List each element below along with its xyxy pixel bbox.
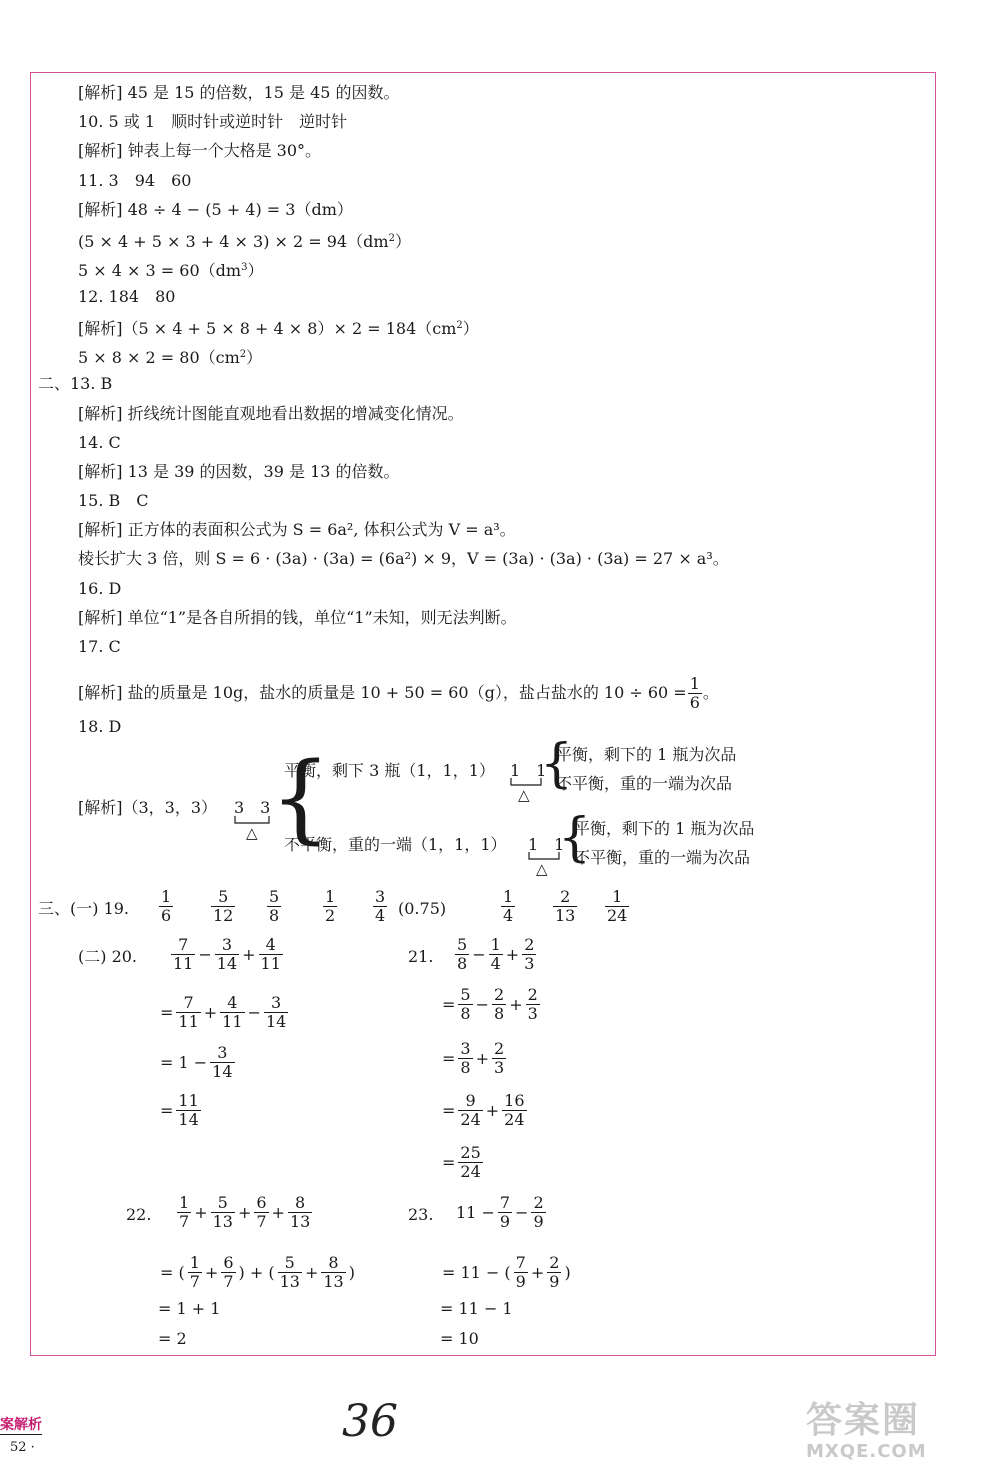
numerator: 7: [515, 1253, 526, 1272]
q22-line: [158, 1254, 357, 1291]
denominator: 3: [527, 1004, 538, 1023]
line-text: [解析] 正方体的表面积公式为 S = 6a², 体积公式为 V = a³。: [78, 520, 516, 539]
q23-line: [454, 1194, 547, 1231]
denominator: 14: [216, 954, 238, 973]
q23-label: 23.: [408, 1205, 434, 1224]
superscript: 2: [239, 349, 247, 360]
fraction: [321, 1254, 345, 1291]
fraction: [176, 1092, 200, 1129]
fraction: [605, 888, 629, 925]
operator: ) + (: [238, 1262, 275, 1282]
numerator: 8: [321, 1254, 345, 1273]
answer-line: [78, 636, 121, 658]
superscript: 3: [241, 262, 248, 273]
numerator: 25: [460, 1143, 481, 1162]
fraction: [211, 888, 235, 925]
denominator: 14: [212, 1062, 233, 1081]
denominator: 13: [289, 1212, 311, 1231]
numerator: 9: [458, 1092, 482, 1111]
numerator: 7: [176, 994, 200, 1013]
line-text: 5 × 4 × 3 = 60（dm: [78, 261, 242, 280]
fraction: [264, 994, 288, 1031]
answer-line: [78, 519, 516, 541]
numerator: 5: [278, 1254, 302, 1273]
q20-line: [170, 936, 284, 973]
numerator: 1: [605, 888, 629, 907]
answer-line: [78, 403, 464, 425]
fraction: [221, 1254, 235, 1291]
fraction: [211, 1194, 235, 1231]
answer-line: [38, 373, 112, 395]
q23-line: = 11 − 1: [440, 1299, 513, 1318]
q21-line: [440, 1144, 484, 1181]
top-brace: {: [540, 734, 574, 794]
numerator: 16: [504, 1091, 525, 1110]
line-text: [解析] 单位“1”是各自所捐的钱，单位“1”未知，则无法判断。: [78, 608, 517, 627]
denominator: 11: [260, 954, 281, 973]
page-number: 52 ·: [10, 1440, 35, 1455]
operator: +: [203, 1002, 218, 1022]
fraction: [547, 1254, 561, 1291]
line-text: 12. 184 80: [78, 287, 176, 306]
line-text: [解析]（5 × 4 + 5 × 8 + 4 × 8）× 2 = 184（cm: [78, 319, 457, 338]
numerator: 4: [259, 936, 283, 955]
numerator: 1: [179, 1193, 190, 1212]
denominator: 3: [494, 1058, 505, 1077]
fraction: [531, 1194, 545, 1231]
denominator: 9: [549, 1272, 560, 1291]
line-text: [解析] 钟表上每一个大格是 30°。: [78, 141, 322, 160]
numerator: 2: [549, 1253, 560, 1272]
numerator: 1: [490, 935, 501, 954]
line-tail: ）: [462, 319, 479, 338]
watermark-logo: [806, 1392, 927, 1462]
numerator: 5: [460, 985, 471, 1004]
balance-triangle-bottom-icon: △: [536, 860, 548, 878]
operator: +: [475, 1048, 489, 1068]
denominator: 24: [607, 906, 628, 925]
line-text: (5 × 4 + 5 × 3 + 4 × 3) × 2 = 94（dm: [78, 232, 389, 251]
denominator: 3: [524, 954, 535, 973]
line-text: 16. D: [78, 579, 122, 598]
operator: +: [304, 1262, 319, 1282]
q20-label: (二) 20.: [78, 947, 138, 966]
operator: −: [475, 994, 489, 1014]
q21-line: [454, 936, 537, 973]
superscript: 2: [456, 320, 463, 331]
line-text: 棱长扩大 3 倍，则 S = 6 · (3a) · (3a) = (6a²) × 9，V = (3a) · (3a) · (3a) = 27 × a³。: [78, 549, 729, 568]
answer-line: [78, 432, 121, 454]
denominator: 4: [375, 906, 386, 925]
answer-line: [78, 461, 400, 483]
line-text: [解析] 48 ÷ 4 − (5 + 4) = 3（dm）: [78, 200, 353, 219]
numerator: 7: [171, 936, 195, 955]
line-text: 10. 5 或 1 顺时针或逆时针 逆时针: [78, 112, 348, 131]
numerator: 4: [220, 994, 244, 1013]
fraction: [688, 675, 702, 712]
denominator: 7: [223, 1272, 234, 1291]
q19-label: 三、(一) 19.: [38, 899, 130, 918]
denominator: 8: [494, 1004, 505, 1023]
denominator: 11: [178, 1012, 199, 1031]
fraction: [502, 1092, 526, 1129]
line-tail: ）: [246, 348, 263, 367]
watermark-bottom: MXQE.COM: [806, 1441, 927, 1462]
answer-line: [78, 315, 479, 340]
fraction: [501, 888, 515, 925]
denominator: 6: [161, 906, 172, 925]
fraction: [458, 1040, 472, 1077]
operator: = 11 − (: [442, 1262, 511, 1282]
numerator: 1: [689, 674, 700, 693]
line-tail: ）: [247, 261, 264, 280]
fraction: [278, 1254, 302, 1291]
numerator: 5: [211, 1194, 235, 1213]
fraction: [458, 1144, 482, 1181]
fraction: [492, 986, 506, 1023]
answer-line: [78, 140, 321, 162]
denominator: 7: [256, 1212, 267, 1231]
numerator: 8: [288, 1194, 312, 1213]
bottom-branch: 不平衡，重的一端（1，1，1）: [284, 835, 507, 854]
answer-line: [78, 675, 719, 712]
fraction: [215, 936, 239, 973]
operator: =: [442, 1100, 456, 1120]
denominator: 8: [460, 1004, 471, 1023]
line-text: [解析] 折线统计图能直观地看出数据的增减变化情况。: [78, 404, 464, 423]
fraction: [267, 888, 281, 925]
answer-line: [78, 111, 347, 133]
operator: +: [485, 1100, 500, 1120]
operator: +: [237, 1202, 252, 1222]
watermark-top: 答案圈: [806, 1400, 921, 1441]
numerator: 5: [211, 888, 235, 907]
denominator: 24: [504, 1110, 525, 1129]
numerator: 1: [503, 887, 514, 906]
line-text: 15. B C: [78, 491, 149, 510]
denominator: 9: [533, 1212, 544, 1231]
q19-answer: [158, 888, 174, 925]
denominator: 14: [265, 1012, 287, 1031]
bottom-result-1: 平衡，剩下的 1 瓶为次品: [574, 819, 755, 838]
denominator: 24: [460, 1162, 481, 1181]
numerator: 1: [189, 1253, 200, 1272]
fraction: [492, 1040, 506, 1077]
numerator: 6: [223, 1253, 234, 1272]
q22-line: = 1 + 1: [158, 1299, 221, 1318]
top-result-2: 不平衡，重的一端为次品: [556, 774, 733, 793]
fraction: [526, 986, 540, 1023]
operator: −: [515, 1202, 529, 1222]
line-tail: 。: [702, 683, 719, 702]
q19-answer: [266, 888, 282, 925]
q19-answer: [604, 888, 630, 925]
denominator: 4: [490, 954, 501, 973]
answer-line: [78, 490, 149, 512]
fraction: [498, 1194, 512, 1231]
numerator: 2: [527, 985, 538, 1004]
answer-line: [78, 578, 121, 600]
operator: ): [564, 1262, 571, 1282]
left-brace: {: [270, 742, 332, 854]
fraction: [522, 936, 536, 973]
top-pair: 1 1: [510, 761, 547, 780]
operator: +: [204, 1262, 219, 1282]
numerator: 5: [457, 935, 468, 954]
answer-line: [78, 607, 517, 629]
denominator: 4: [503, 906, 514, 925]
q19-answer: [552, 888, 578, 925]
top-branch: 平衡，剩下 3 瓶（1，1，1）: [284, 761, 495, 780]
bottom-brace: {: [558, 808, 592, 868]
operator: +: [505, 944, 520, 964]
denominator: 7: [189, 1272, 200, 1291]
denominator: 11: [222, 1012, 243, 1031]
fraction: [159, 888, 173, 925]
answer-line: [78, 170, 191, 192]
operator: = (: [160, 1262, 185, 1282]
denominator: 7: [179, 1212, 190, 1231]
bottom-pair: 1 1: [528, 835, 565, 854]
operator: −: [247, 1002, 261, 1022]
line-text: [解析] 45 是 15 的倍数，15 是 45 的因数。: [78, 83, 400, 102]
numerator: 2: [524, 935, 535, 954]
numerator: 3: [264, 994, 288, 1013]
q20-line: [158, 994, 289, 1031]
line-text: [解析] 13 是 39 的因数，39 是 13 的倍数。: [78, 462, 400, 481]
q21-line: [440, 1040, 507, 1077]
fraction: [177, 1194, 191, 1231]
q19-decimal: (0.75): [398, 899, 447, 918]
denominator: 6: [689, 693, 700, 712]
operator: 11 −: [456, 1202, 495, 1222]
fraction: [176, 994, 200, 1031]
denominator: 9: [515, 1272, 526, 1291]
denominator: 8: [460, 1058, 471, 1077]
operator: +: [242, 944, 256, 964]
numerator: 6: [256, 1193, 267, 1212]
fraction: [455, 936, 469, 973]
q22-label: 22.: [126, 1205, 152, 1224]
answer-line: [78, 716, 121, 738]
operator: +: [194, 1202, 208, 1222]
operator: ): [348, 1262, 355, 1282]
superscript: 2: [388, 233, 395, 244]
fraction: [220, 994, 244, 1031]
top-result-1: 平衡，剩下的 1 瓶为次品: [556, 745, 737, 764]
numerator: 3: [215, 936, 239, 955]
q20-line: [158, 1092, 202, 1129]
numerator: 2: [553, 888, 577, 907]
numerator: 3: [210, 1044, 234, 1063]
fraction: [514, 1254, 528, 1291]
q23-line: = 10: [440, 1329, 479, 1348]
answer-line: [78, 228, 411, 253]
answer-line: [78, 82, 400, 104]
line-tail: ）: [394, 232, 411, 251]
line-text: 二、13. B: [38, 374, 113, 393]
numerator: 7: [499, 1193, 511, 1212]
fraction: [458, 1092, 482, 1129]
line-text: [解析] 盐的质量是 10g，盐水的质量是 10 + 50 = 60（g），盐占盐水的 10 ÷ 60 =: [78, 683, 687, 702]
operator: +: [509, 994, 523, 1014]
denominator: 14: [178, 1110, 199, 1129]
denominator: 8: [457, 954, 468, 973]
diagram-label: [解析]（3，3，3）: [78, 798, 218, 817]
operator: =: [160, 1100, 174, 1120]
fraction: [458, 986, 472, 1023]
bottom-result-2: 不平衡，重的一端为次品: [574, 848, 751, 867]
answer-line: [78, 257, 263, 282]
line-text: 18. D: [78, 717, 122, 736]
fraction: [171, 936, 195, 973]
balance-triangle-top-icon: △: [518, 786, 530, 804]
fraction: [288, 1194, 312, 1231]
q19-answer: [210, 888, 236, 925]
operator: −: [198, 944, 212, 964]
numerator: 2: [533, 1193, 544, 1212]
operator: =: [160, 1002, 174, 1022]
operator: =: [442, 1048, 456, 1068]
numerator: 1: [161, 887, 172, 906]
denominator: 2: [325, 906, 336, 925]
q22-line: [176, 1194, 313, 1231]
numerator: 11: [178, 1091, 199, 1110]
denominator: 9: [499, 1212, 511, 1231]
denominator: 24: [460, 1110, 481, 1129]
fraction: [323, 888, 337, 925]
answer-line: [78, 344, 262, 369]
q19-answer: [322, 888, 338, 925]
operator: = 1 −: [160, 1052, 208, 1072]
operator: +: [271, 1202, 285, 1222]
operator: −: [472, 944, 486, 964]
numerator: 1: [325, 887, 336, 906]
operator: =: [442, 994, 456, 1014]
fraction: [210, 1044, 234, 1081]
answer-line: [78, 548, 729, 570]
q21-label: 21.: [408, 947, 434, 966]
denominator: 13: [279, 1272, 300, 1291]
operator: +: [530, 1262, 545, 1282]
q22-line: = 2: [158, 1329, 187, 1348]
fraction: [188, 1254, 202, 1291]
diagram-left-pair: 3 3: [234, 798, 271, 817]
fraction: [254, 1194, 268, 1231]
denominator: 8: [269, 906, 280, 925]
line-text: 5 × 8 × 2 = 80（cm: [78, 348, 240, 367]
numerator: 5: [269, 887, 280, 906]
line-text: 14. C: [78, 433, 121, 452]
q20-line: [158, 1044, 236, 1081]
denominator: 13: [212, 1212, 233, 1231]
operator: =: [442, 1152, 456, 1172]
numerator: 2: [494, 985, 505, 1004]
denominator: 11: [173, 954, 194, 973]
fraction: [259, 936, 283, 973]
fraction: [373, 888, 387, 925]
line-text: 17. C: [78, 637, 121, 656]
q19-answer: [372, 888, 388, 925]
footer-section-label: 案解析: [0, 1414, 42, 1435]
handwritten-page-number: 36: [342, 1396, 398, 1447]
numerator: 3: [460, 1039, 471, 1058]
q23-line: [440, 1254, 573, 1291]
balance-triangle-icon: △: [246, 824, 258, 842]
answer-line: [78, 286, 175, 308]
fraction: [489, 936, 503, 973]
numerator: 2: [494, 1039, 505, 1058]
denominator: 12: [213, 906, 234, 925]
q21-line: [440, 1092, 528, 1129]
numerator: 3: [375, 887, 386, 906]
answer-line: [78, 199, 353, 221]
line-text: 11. 3 94 60: [78, 171, 192, 190]
fraction: [553, 888, 577, 925]
q21-line: [440, 986, 541, 1023]
denominator: 13: [323, 1272, 344, 1291]
denominator: 13: [555, 906, 576, 925]
q19-answer: [500, 888, 516, 925]
